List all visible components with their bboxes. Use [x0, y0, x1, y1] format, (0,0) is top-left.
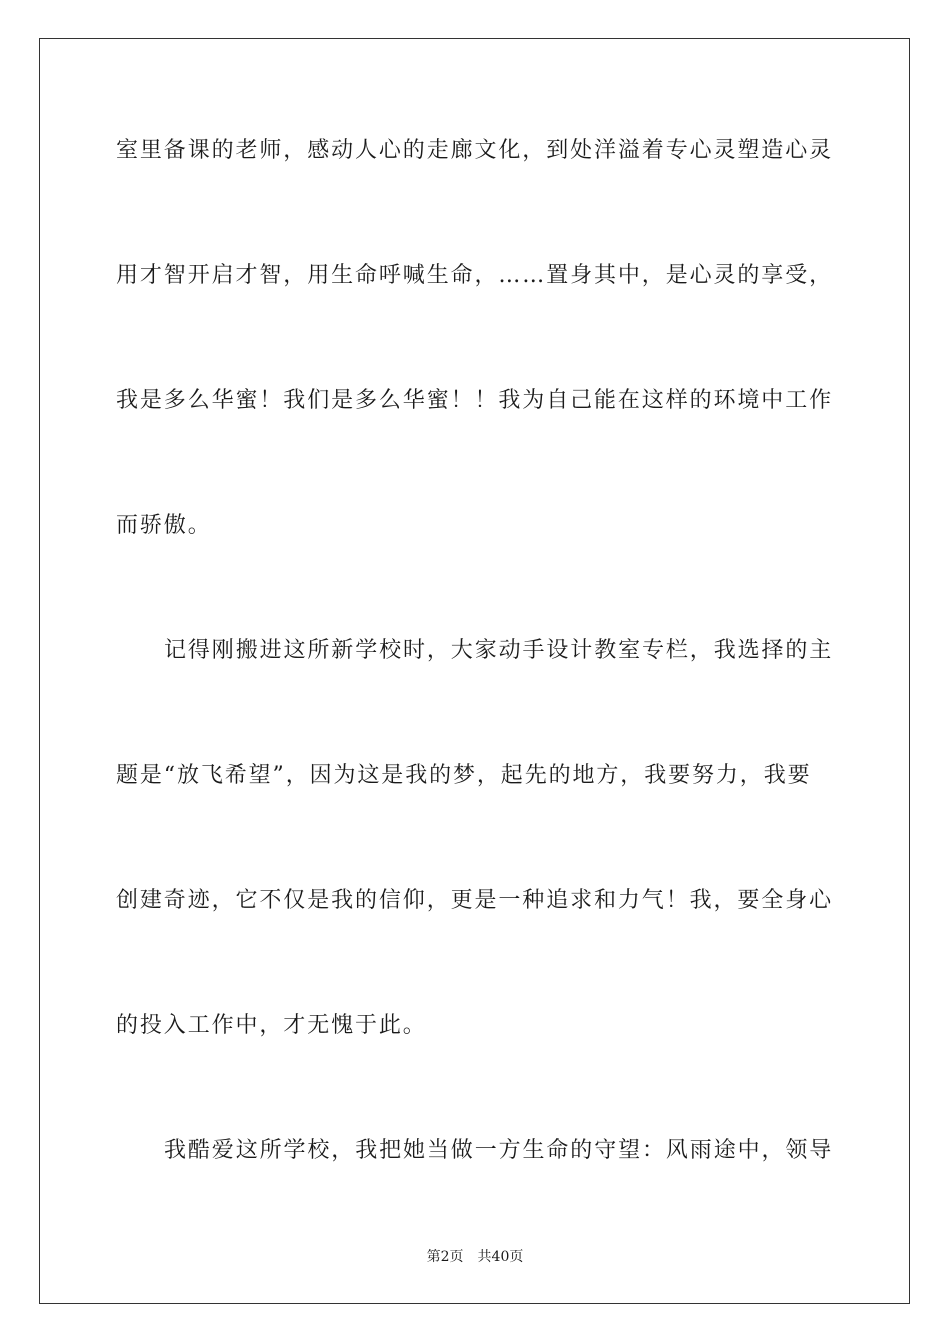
total-pages: 共40页	[477, 1249, 524, 1265]
page-border	[39, 38, 910, 1304]
body-line-2: 用才智开启才智，用生命呼喊生命，……置身其中，是心灵的享受，	[116, 263, 834, 288]
body-line-9: 我酷爱这所学校，我把她当做一方生命的守望：风雨途中，领导	[164, 1138, 834, 1163]
body-line-5: 记得刚搬进这所新学校时，大家动手设计教室专栏，我选择的主	[164, 638, 834, 663]
page-footer	[0, 1248, 950, 1266]
body-line-8: 的投入工作中，才无愧于此。	[116, 1013, 427, 1038]
body-line-6: 题是“放飞希望”，因为这是我的梦，起先的地方，我要努力，我要	[116, 763, 812, 788]
body-line-7: 创建奇迹，它不仅是我的信仰，更是一种追求和力气！我，要全身心	[116, 888, 834, 913]
body-line-1: 室里备课的老师，感动人心的走廊文化，到处洋溢着专心灵塑造心灵	[116, 138, 834, 163]
page-number: 第2页	[426, 1249, 464, 1265]
body-line-3: 我是多么华蜜！我们是多么华蜜！！我为自己能在这样的环境中工作	[116, 388, 834, 413]
body-line-4: 而骄傲。	[116, 513, 212, 538]
